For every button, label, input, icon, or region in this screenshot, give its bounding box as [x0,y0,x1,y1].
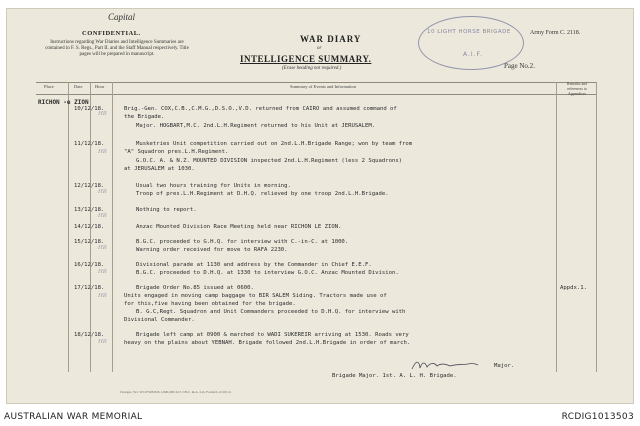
entry-date: 15/12/18. [74,239,105,245]
rule-top [36,82,596,83]
margin-initials: HR [98,292,107,299]
entry-date: 13/12/18. [74,207,105,213]
rule-col-place [68,82,69,372]
rule-col-end [596,82,597,372]
army-form-number: Army Form C. 2118. [530,30,581,36]
margin-initials: HR [98,212,107,219]
rule-col-hour [112,82,113,372]
printer-footer: Charges. W.1 Wt.W593/826 1,000,000 4/15 J.B.C. & A. Ltd. Forms/C.2118/12. [120,390,232,394]
entry-line: Warning order received for move to RAFA 2230. [136,247,288,253]
title-or: or [317,46,322,51]
entry-line: Troop of pres.L.H.Regiment at D.H.Q. relieved by one troop 2nd.L.H.Brigade. [136,191,389,197]
stamp-top-text: 10 LIGHT HORSE BRIGADE [427,29,511,35]
col-header-date: Date [74,84,83,89]
rule-header [36,94,596,95]
entry-line: "A" Squadron pres.L.H.Regiment. [124,149,229,155]
entry-date: 17/12/18. [74,285,105,291]
entry-date: 16/12/18. [74,262,105,268]
entry-line: G.O.C. A. & N.Z. MOUNTED DIVISION inspected 2nd.L.H.Regiment (less 2 Squadrons) [136,158,403,164]
entry-line: Musketries Unit competition carried out on 2nd.L.H.Brigade Range; won by team from [136,141,413,147]
entry-line: Divisional parade at 1130 and address by the Commander in Chief E.E.F. [136,262,372,268]
entry-line: heavy on the plains about YEBNAH. Brigade followed 2nd.L.H.Brigade in order of march. [124,340,411,346]
record-id: RCDIG1013503 [561,412,634,422]
entry-line: the Brigade. [124,114,165,120]
col-header-hour: Hour [95,84,105,89]
entry-line: Units engaged in moving camp baggage to BIR SALEM Siding. Tractors made use of [124,293,387,299]
signature-title: Brigade Major. 1st. A. L. H. Brigade. [332,373,457,379]
entry-line: Brigade Order No.85 issued at 0600. [136,285,254,291]
entry-date: 14/12/18. [74,224,105,230]
signature-rank: Major. [494,363,515,369]
entry-date: 12/12/18. [74,183,105,189]
intelligence-summary-title: INTELLIGENCE SUMMARY. [240,54,372,64]
margin-initials: HR [98,110,107,117]
erase-heading-note: (Erase heading not required.) [282,66,342,71]
entry-line: B. G.C,Regt. Squadron and Unit Commanders proceeded to D.H.Q. for interview with [136,309,406,315]
entry-line: Anzac Mounted Division Race Meeting held near RICHON LE ZION. [136,224,342,230]
entry-line: at JERUSALEM at 1030. [124,166,195,172]
entry-line: B.G.C. proceeded to G.H.Q. for interview with C.-in-C. at 1000. [136,239,349,245]
entry-line: Major. HOGBART,M.C. 2nd.L.H.Regiment returned to his Unit at JERUSALEM. [136,123,376,129]
entry-line: Divisional Commander. [124,317,195,323]
entry-date: 11/12/18. [74,141,105,147]
rule-col-remarks [556,82,557,372]
handwritten-signature [410,358,480,372]
entry-line: Brig.-Gen. COX,C.B.,C.M.G.,D.S.O.,V.D. returned from CAIRO and assumed command of [124,106,397,112]
margin-initials: HR [98,188,107,195]
col-header-place: Place [44,84,54,89]
stamp-bottom-text: A.I.F. [463,51,483,58]
col-header-summary: Summary of Events and Information [290,84,356,89]
entry-place: RICHON -e ZION [38,99,89,106]
entry-line: Nothing to report. [136,207,197,213]
war-diary-title: WAR DIARY [300,34,362,44]
entry-line: Usual two hours training for Units in morning. [136,183,291,189]
margin-initials: HR [98,268,107,275]
entry-date: 18/12/18. [74,332,105,338]
entry-date: 10/12/18. [74,106,105,112]
brigade-stamp [418,16,524,70]
margin-initials: HR [98,338,107,345]
confidential-heading: CONFIDENTIAL. [82,30,141,37]
entry-line: B.G.C. proceeded to D.H.Q. at 1330 to interview G.O.C. Anzac Mounted Division. [136,270,399,276]
margin-initials: HR [98,244,107,251]
margin-initials: HR [98,148,107,155]
archive-caption: AUSTRALIAN WAR MEMORIAL [4,412,143,422]
page-number: Page No.2. [504,62,535,70]
entry-line: for this,five having been obtained for the brigade. [124,301,296,307]
remark-appendix: Appdx.1. [560,285,587,291]
capital-handwritten-note: Capital [108,12,136,22]
entry-line: Brigade left camp at 0900 & marched to WADI SUKEREIR arriving at 1530. Roads very [136,332,409,338]
instructions-text: Instructions regarding War Diaries and Intelligence Summaries are contained in F. S. Regs., Part II. and the Staff Manual respectively. Title pages will be prepared in manuscript. [45,40,189,57]
col-header-remarks: Remarks and references to Appendices [567,82,587,96]
